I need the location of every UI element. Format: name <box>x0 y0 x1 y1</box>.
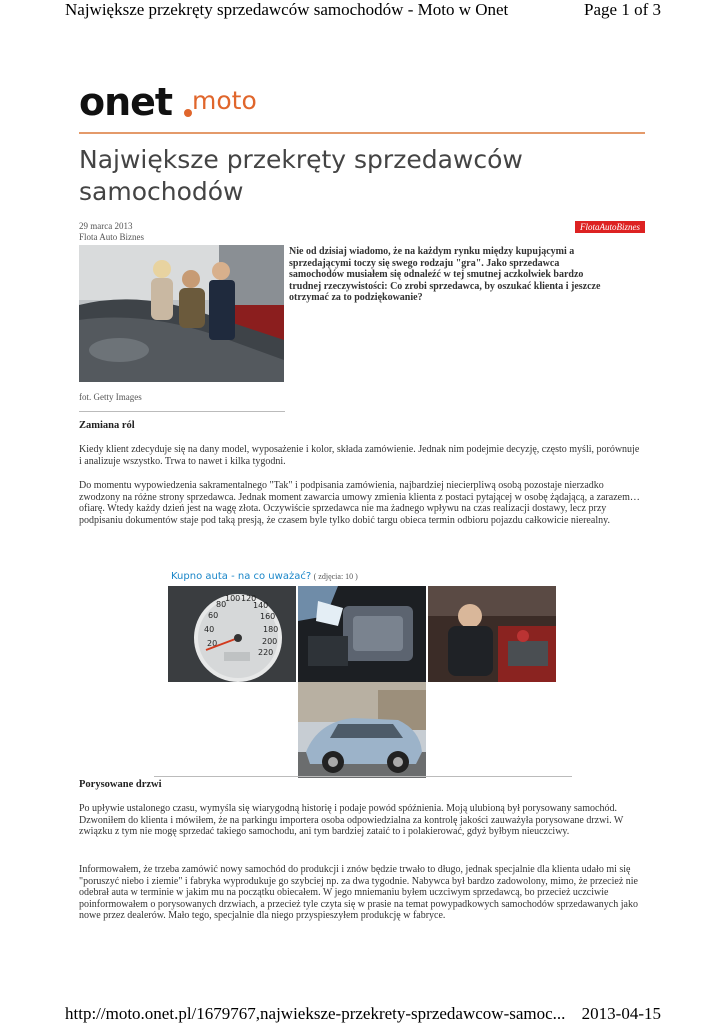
gallery-thumb-car[interactable] <box>298 682 426 778</box>
article-title: Największe przekręty sprzedawców samochodów <box>79 145 523 206</box>
speedo-tick: 80 <box>216 600 227 609</box>
speedo-tick: 60 <box>208 611 219 620</box>
header-divider <box>79 132 645 134</box>
paragraph: Po upływie ustalonego czasu, wymyśla się wiarygodną historię i podaje powód spóźnienia. Moją ulubioną był porysowany samochód. Dzwoniłem do klienta i mówiłem, że na parkingu importera osoba odpowiedzialna za kontrolę jakości zauważyła porysowane drzwi. W związku z tym nie mogę sprzedać takiego samochodu, ani tym bardziej zataić to i polakierować, gdyż byłbym nieuczciwy. <box>79 803 624 838</box>
speedo-tick: 140 <box>253 601 269 610</box>
print-page-number: Page 1 of 3 <box>584 0 661 19</box>
logo-moto-text: moto <box>192 86 257 115</box>
speedo-tick: 220 <box>258 648 274 657</box>
paragraph: Do momentu wypowiedzenia sakramentalnego "Tak" i podpisania zamówienia, najbardziej niecierpliwą osobą pozostaje nierzadko zwodzony na różne strony sprzedawca. Jednak moment zawarcia umowy zmienia klienta z postaci pytającej w osobę żądającą, a zarazem… ofiarę. Wtedy każdy dzień jest na wagę złota. Oczywiście sprzedawca nie ma żadnego wpływu na czas realizacji dostawy, lecz przy podpisaniu dokumentów staje pod taką presją, że czasem byle tylko dobić targu obieca termin odbioru pojazdu całkowicie nierealny. <box>79 480 640 526</box>
print-header <box>0 0 724 24</box>
speedo-tick: 20 <box>207 639 218 648</box>
print-footer-date: 2013-04-15 <box>581 1004 661 1023</box>
speedo-tick: 120 <box>241 594 257 603</box>
flota-auto-biznes-logo[interactable]: FlotaAutoBiznes <box>575 221 645 233</box>
print-footer-url: http://moto.onet.pl/1679767,najwieksze-przekrety-sprzedawcow-samoc... <box>65 1004 566 1023</box>
logo-onet-text: onet <box>79 80 173 124</box>
gallery-thumb-engine[interactable] <box>298 586 426 682</box>
article-photo <box>79 245 284 382</box>
gallery-photo-count: ( zdjęcia: 10 ) <box>313 572 358 581</box>
speedo-tick: 180 <box>263 625 279 634</box>
onet-moto-logo[interactable] <box>79 80 279 124</box>
gallery-link[interactable]: Kupno auta - na co uważać? <box>171 571 312 582</box>
paragraph: Kiedy klient zdecyduje się na dany model, wyposażenie i kolor, składa zamówienie. Jednak nim podejmie decyzję, często myśli, porównuje i analizuje wszystko. Trwa to nawet i kilka tygodni. <box>79 444 640 467</box>
logo-dot <box>184 109 192 117</box>
section-heading-porysowane-drzwi: Porysowane drzwi <box>79 779 162 790</box>
paragraph: Informowałem, że trzeba zamówić nowy samochód do produkcji i znów będzie trwało to długo, jednak specjalnie dla klienta udało mi się "poruszyć niebo i ziemie" i fabryka wyprodukuje go szybciej np. za dwa tygodnie. Nabywca był bardzo zadowolony, mimo, że przecież nie odebrał auta w terminie w jakim mu na początku obiecałem. W jego mniemaniu byłem uczciwym sprzedawcą, bo przecież uczciwie poinformowałem o porysowanych drzwiach, a przecież tyle czyta się w prasie na temat powypadkowych samochodów sprzedawanych jako nowe przez dealerów. Mało tego, specjalnie dla niego przyspieszyłem produkcję w fabryce. <box>79 864 638 922</box>
section-heading-zamiana-rol: Zamiana ról <box>79 420 135 431</box>
speedo-tick: 100 <box>225 594 241 603</box>
gallery-thumb-mechanic[interactable] <box>428 586 556 682</box>
article-source: Flota Auto Biznes <box>79 232 144 242</box>
photo-divider <box>79 411 285 412</box>
photo-caption: fot. Getty Images <box>79 392 142 402</box>
speedo-tick: 40 <box>204 625 215 634</box>
gallery-thumb-speedometer[interactable] <box>168 586 296 682</box>
gallery-label <box>171 571 358 582</box>
speedo-tick: 200 <box>262 637 278 646</box>
article-date: 29 marca 2013 <box>79 221 133 231</box>
gallery-divider <box>154 776 572 777</box>
speedo-tick: 160 <box>260 612 276 621</box>
article-lead: Nie od dzisiaj wiadomo, że na każdym rynku między kupującymi a sprzedającymi toczy się swego rodzaju "gra". Jako sprzedawca samochodów musiałem się odnaleźć w tej smutnej aczkolwiek bardzo trudnej rzeczywistości: Co zrobi sprzedawca, by oszukać klienta i jeszcze otrzymać za to podziękowanie? <box>289 246 601 303</box>
print-page-title: Największe przekręty sprzedawców samochodów - Moto w Onet <box>65 0 509 19</box>
article-meta <box>79 221 144 243</box>
